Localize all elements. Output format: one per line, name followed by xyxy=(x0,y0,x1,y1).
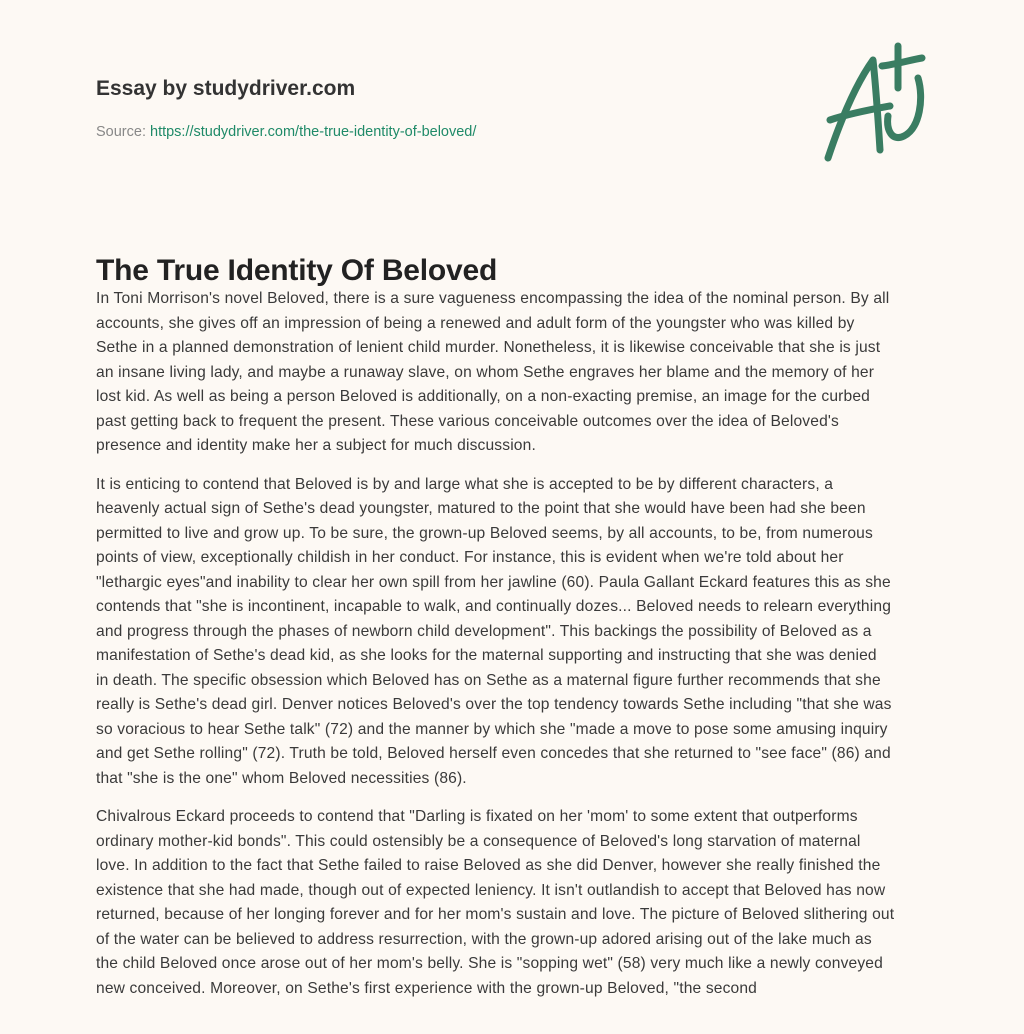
site-brand: Essay by studydriver.com xyxy=(96,77,356,100)
paragraph-line: manifestation of Sethe's dead kid, as she looks for the maternal supporting and instructing that she was denied xyxy=(96,647,877,664)
paragraph-line: In Toni Morrison's novel Beloved, there is a sure vagueness encompassing the idea of the nominal person. By all xyxy=(96,290,890,307)
essay-body xyxy=(96,287,946,1015)
paragraph-line: returned, because of her longing forever and for her mom's sustain and love. The picture of Beloved slithering out xyxy=(96,906,895,923)
source-label: Source: xyxy=(96,124,150,140)
paragraph-line: in death. The specific obsession which Beloved has on Sethe as a maternal figure further recommends that she xyxy=(96,671,881,689)
paragraph-line: new conceived. Moreover, on Sethe's first experience with the grown-up Beloved, "the second xyxy=(96,979,758,997)
essay-paragraph xyxy=(96,805,946,1001)
paragraph-line: Chivalrous Eckard proceeds to contend that "Darling is fixated on her 'mom' to some extent that outperforms xyxy=(96,808,858,825)
paragraph-line: Sethe in a planned demonstration of lenient child murder. Nonetheless, it is likewise conceivable that she is just xyxy=(96,339,881,356)
source-line xyxy=(96,124,476,140)
essay-paragraph xyxy=(96,287,946,459)
paragraph-line: that "she is the one" whom Beloved necessities (86). xyxy=(96,769,467,787)
paragraph-line: permitted to live and grow up. To be sure, the grown-up Beloved seems, by all accounts, to be, from numerous xyxy=(96,524,873,542)
paragraph-line: so voracious to hear Sethe talk" (72) and the manner by which she "made a move to pose some amusing inquiry xyxy=(96,720,888,738)
paragraph-line: an insane living lady, and maybe a runaway slave, on whom Sethe engraves her blame and the memory of her xyxy=(96,363,875,381)
paragraph-line: lost kid. As well as being a person Beloved is additionally, on a non-exacting premise, an image for the curbed xyxy=(96,388,870,405)
source-link[interactable]: https://studydriver.com/the-true-identity-of-beloved/ xyxy=(150,124,477,140)
paragraph-line: It is enticing to contend that Beloved is by and large what she is accepted to be by different characters, a xyxy=(96,475,834,493)
essay-paragraph xyxy=(96,473,946,792)
paragraph-line: "lethargic eyes"and inability to clear her own spill from her jawline (60). Paula Gallant Eckard features this as she xyxy=(96,573,891,591)
paragraph-line: and get Sethe rolling" (72). Truth be told, Beloved herself even concedes that she returned to "see face" (86) and xyxy=(96,745,891,762)
paragraph-line: love. In addition to the fact that Sethe failed to raise Beloved as she did Denver, however she really finished the xyxy=(96,857,881,874)
paragraph-line: existence that she had made, though out of expected leniency. It isn't outlandish to accept that Beloved has now xyxy=(96,881,886,899)
paragraph-line: of the water can be believed to address resurrection, with the grown-up adored arising out of the lake much as xyxy=(96,930,872,948)
paragraph-line: points of view, exceptionally childish in her conduct. For instance, this is evident when we're told about her xyxy=(96,549,844,566)
a-plus-logo-icon xyxy=(818,38,933,166)
essay-title: The True Identity Of Beloved xyxy=(96,254,498,287)
paragraph-line: really is Sethe's dead girl. Denver notices Beloved's over the top tendency towards Sethe including "that she was xyxy=(96,696,892,713)
paragraph-line: heavenly actual sign of Sethe's dead youngster, matured to the point that she would have been had she been xyxy=(96,500,866,517)
paragraph-line: past getting back to frequent the present. These various conceivable outcomes over the idea of Beloved's xyxy=(96,412,839,430)
paragraph-line: and progress through the phases of newborn child development". This backings the possibility of Beloved as a xyxy=(96,622,872,640)
paragraph-line: presence and identity make her a subject for much discussion. xyxy=(96,437,536,454)
paragraph-line: accounts, she gives off an impression of being a renewed and adult form of the youngster who was killed by xyxy=(96,314,855,332)
paragraph-line: ordinary mother-kid bonds". This could ostensibly be a consequence of Beloved's long starvation of maternal xyxy=(96,832,861,850)
paragraph-line: contends that "she is incontinent, incapable to walk, and continually dozes... Beloved needs to relearn everything xyxy=(96,598,892,615)
paragraph-line: the child Beloved once arose out of her mom's belly. She is "sopping wet" (58) very much like a newly conveyed xyxy=(96,955,883,972)
